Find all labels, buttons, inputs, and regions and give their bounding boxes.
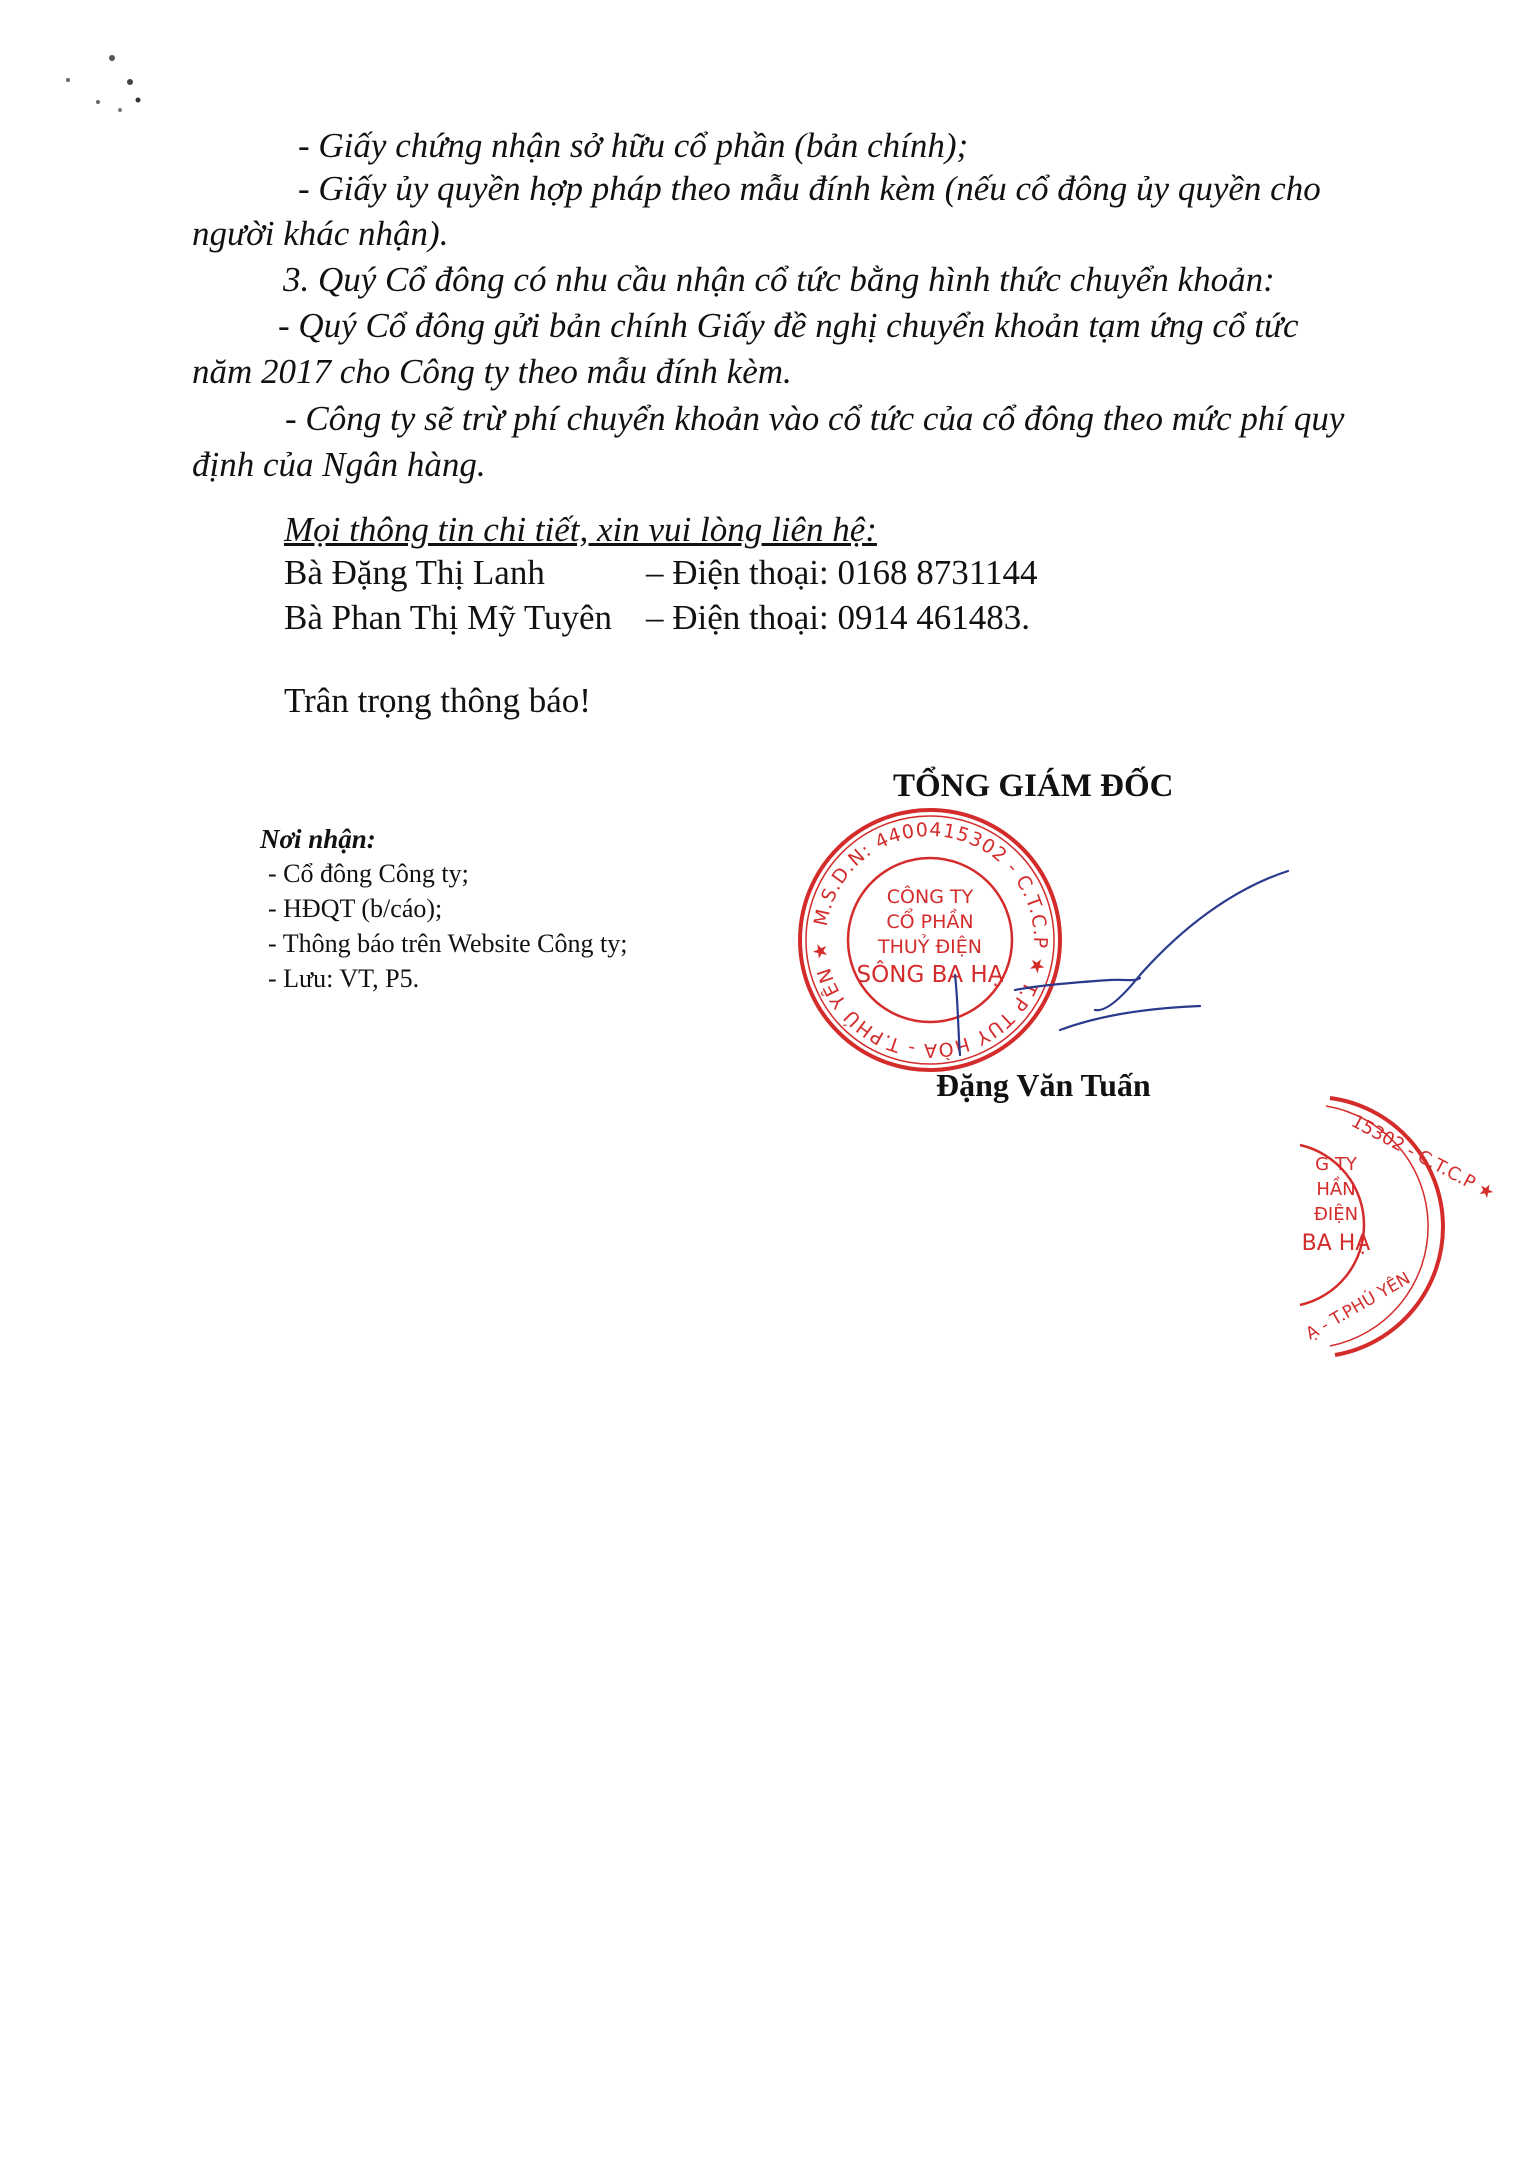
body-line-3: người khác nhận). xyxy=(192,214,449,253)
closing-text: Trân trọng thông báo! xyxy=(284,681,591,720)
seal-center-line-3: THUỶ ĐIỆN xyxy=(878,936,982,958)
recipient-item-1: - Cổ đông Công ty; xyxy=(268,859,469,888)
contact-name-2: Bà Phan Thị Mỹ Tuyên xyxy=(284,598,613,637)
body-line-2: - Giấy ủy quyền hợp pháp theo mẫu đính kèm (nếu cổ đông ủy quyền cho xyxy=(298,169,1321,208)
body-line-4: 3. Quý Cổ đông có nhu cầu nhận cổ tức bằng hình thức chuyển khoản: xyxy=(283,260,1275,299)
partial-seal-bottom-text: Ạ - T.PHÚ YÊN xyxy=(1302,1268,1414,1345)
partial-seal xyxy=(1290,1090,1498,1360)
recipient-item-3: - Thông báo trên Website Công ty; xyxy=(268,929,628,958)
contact-phone-2: – Điện thoại: 0914 461483. xyxy=(646,598,1030,637)
seal-ring-text: M.S.D.N: 4400415302 - C.T.C.P ★ T.P TUY HÒA - T.PHÚ YÊN ★ xyxy=(808,818,1052,1062)
seal-center-line-1: CÔNG TY xyxy=(886,886,974,908)
recipient-item-2: - HĐQT (b/cáo); xyxy=(268,894,443,923)
contact-name-1: Bà Đặng Thị Lanh xyxy=(284,553,545,592)
contact-heading: Mọi thông tin chi tiết, xin vui lòng liên hệ: xyxy=(284,510,877,549)
body-line-6: năm 2017 cho Công ty theo mẫu đính kèm. xyxy=(192,352,792,391)
recipients-title: Nơi nhận: xyxy=(260,824,376,854)
body-line-8: định của Ngân hàng. xyxy=(192,445,486,484)
body-line-5: - Quý Cổ đông gửi bản chính Giấy đề nghị chuyển khoản tạm ứng cổ tức xyxy=(278,306,1299,345)
partial-seal-ring-text: 15302 - C.T.C.P ★ xyxy=(1347,1110,1498,1205)
partial-seal-line-1: G TY xyxy=(1315,1154,1357,1175)
company-seal xyxy=(790,800,1070,1080)
signature-title: TỔNG GIÁM ĐỐC xyxy=(893,768,1174,804)
scan-dots xyxy=(40,40,150,120)
signer-name: Đặng Văn Tuấn xyxy=(936,1067,1151,1103)
partial-seal-line-4: BA HẠ xyxy=(1301,1231,1371,1256)
seal-center-line-2: CỔ PHẦN xyxy=(886,911,974,933)
body-line-1: - Giấy chứng nhận sở hữu cổ phần (bản chính); xyxy=(298,126,969,165)
contact-phone-1: – Điện thoại: 0168 8731144 xyxy=(646,553,1038,592)
body-line-7: - Công ty sẽ trừ phí chuyển khoản vào cổ tức của cổ đông theo mức phí quy xyxy=(285,399,1345,438)
seal-center-line-4: SÔNG BA HẠ xyxy=(856,962,1004,988)
partial-seal-line-2: HẦN xyxy=(1316,1179,1356,1200)
partial-seal-line-3: ĐIỆN xyxy=(1313,1204,1359,1225)
recipient-item-4: - Lưu: VT, P5. xyxy=(268,964,420,993)
